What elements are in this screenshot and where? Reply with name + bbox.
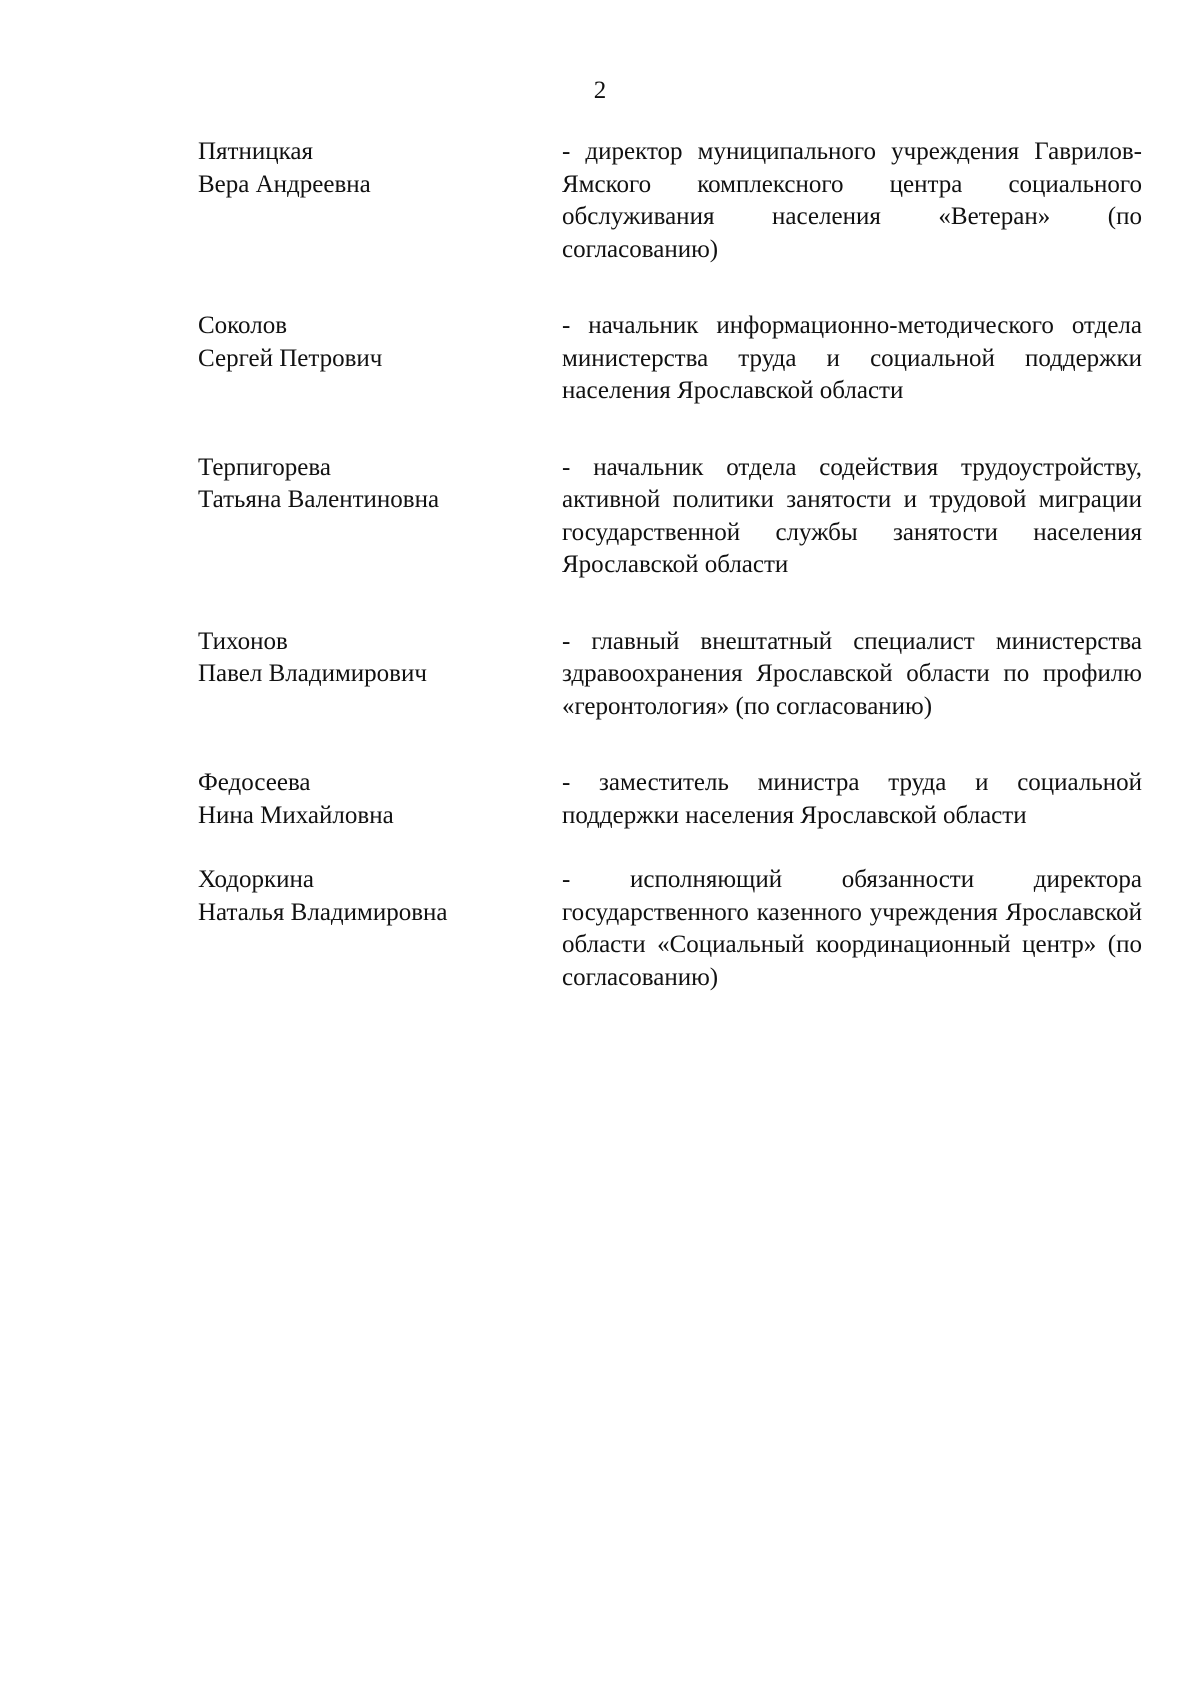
- member-surname: Терпигорева: [198, 453, 331, 481]
- member-given-names: Татьяна Валентиновна: [198, 486, 440, 513]
- member-entry: [0, 626, 1200, 724]
- member-given-names: Сергей Петрович: [198, 344, 383, 372]
- member-position: - исполняющий обязанности директора государственного казенного учреждения Ярославской области «Социальный координационный центр» (по согласованию): [562, 866, 1142, 991]
- member-entry: [0, 310, 1200, 408]
- member-surname: Тихонов: [198, 627, 288, 655]
- member-given-names: Наталья Владимировна: [198, 898, 448, 926]
- member-entry: [0, 136, 1200, 266]
- member-entry: [0, 767, 1200, 832]
- member-name: [198, 626, 518, 691]
- member-name: [198, 136, 518, 201]
- member-position: - начальник отдела содействия трудоустройству, активной политики занятости и трудовой миграции государственной службы занятости населения Ярославской области: [562, 453, 1142, 578]
- member-position: - заместитель министра труда и социальной поддержки населения Ярославской области: [562, 769, 1142, 829]
- member-position: - директор муниципального учреждения Гаврилов-Ямского комплексного центра социального обслуживания населения «Ветеран» (по согласованию): [562, 138, 1142, 263]
- member-given-names: Павел Владимирович: [198, 660, 427, 687]
- member-name: [198, 864, 518, 929]
- member-name: [198, 452, 518, 517]
- member-entry: [0, 452, 1200, 582]
- member-name: [198, 310, 518, 375]
- member-surname: Ходоркина: [198, 866, 314, 893]
- member-surname: Соколов: [198, 312, 288, 339]
- member-entry: [0, 864, 1200, 994]
- member-list: [0, 136, 1200, 994]
- page-number: 2: [593, 77, 607, 104]
- member-surname: Пятницкая: [198, 138, 313, 165]
- member-surname: Федосеева: [198, 769, 311, 796]
- member-given-names: Нина Михайловна: [198, 801, 394, 829]
- member-position: - главный внештатный специалист министерства здравоохранения Ярославской области по профилю «геронтология» (по согласованию): [562, 627, 1142, 720]
- member-name: [198, 767, 518, 832]
- member-position: - начальник информационно-методического отдела министерства труда и социальной поддержки населения Ярославской области: [562, 312, 1142, 404]
- member-given-names: Вера Андреевна: [198, 170, 371, 198]
